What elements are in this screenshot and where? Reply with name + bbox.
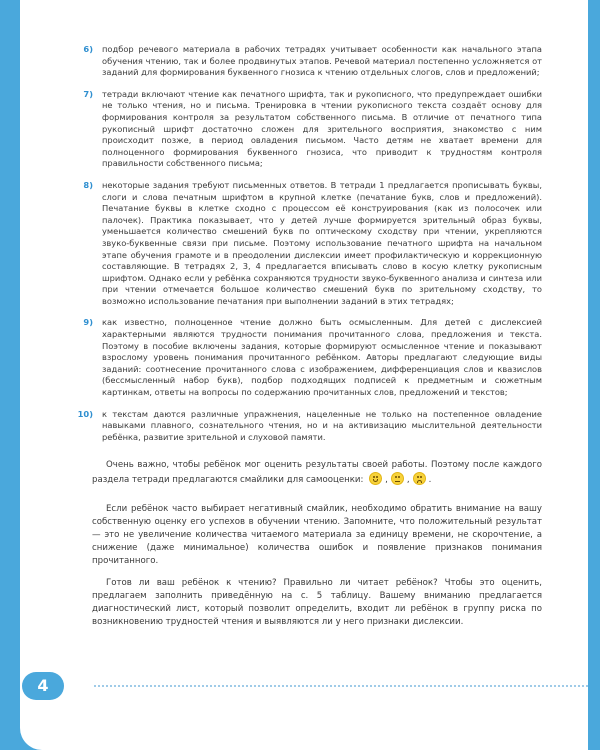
happy-smiley-icon bbox=[369, 472, 382, 485]
self-assessment-paragraph: Очень важно, чтобы ребёнок мог оценить результаты своей работы. Поэтому после каждого раздела тетради предлагаются смайлики для самооценки: , , . bbox=[92, 460, 542, 486]
list-item bbox=[83, 317, 542, 398]
list-number: 7) bbox=[83, 88, 93, 99]
list-number: 10) bbox=[77, 408, 93, 419]
list-item bbox=[77, 408, 542, 444]
list-item bbox=[83, 179, 542, 308]
self-assessment-text: Очень важно, чтобы ребёнок мог оценить результаты своей работы. Поэтому после каждого раздела тетради предлагаются смайлики для самооценки: bbox=[92, 460, 542, 486]
list-text: некоторые задания требуют письменных ответов. В тетради 1 предлагается прописывать буквы, слоги и слова печатным шрифтом в крупной клетке (печатание букв, слов и предложений). Печатание буквы в клетке сходно с процессом её конструирования (как из полосочек или палочек). Практика показывает, что у детей лучше формируется зрительный образ буквы, уменьшается количество смешений букв по оптическому сходству при чтении, укрепляются звуко-буквенные связи при письме. Поэтому использование печатного шрифта на начальном этапе обучения грамоте и в преодолении дислексии имеет профилактическую и коррекционную составляющие. В тетрадях 2, 3, 4 предлагается вписывать слово в косую клетку рукописным шрифтом. Однако если у ребёнка сохраняются трудности звуко-буквенного анализа и синтеза или при чтении отмечается большое количество смешений букв по зрительному сходству, то возможно использование печатания при выполнении заданий в этих тетрадях; bbox=[102, 179, 542, 306]
list-text: подбор речевого материала в рабочих тетрадях учитывает особенности как начального этапа обучения чтению, так и более продвинутых этапов. Речевой материал постепенно усложняется от заданий для формирования буквенного гнозиса к чтению отдельных слогов, слов и предложений; bbox=[102, 44, 542, 78]
list-text: тетради включают чтение как печатного шрифта, так и рукописного, что предупреждает ошибки не только чтения, но и письма. Тренировка в чтении рукописного текста создаёт основу для формирования контроля за результатом собственного письма. В отличие от печатного типа рукописный шрифт достаточно сложен для зрительного восприятия, знакомство с ним происходит позже, в период овладения письмом. Часто детям не хватает времени для полноценного формирования буквенного гнозиса, что приводит к трудностям контроля правильности собственного письма; bbox=[102, 88, 542, 169]
neutral-smiley-icon bbox=[391, 472, 404, 485]
diagnostic-paragraph: Готов ли ваш ребёнок к чтению? Правильно ли читает ребёнок? Чтобы это оценить, предлагаем заполнить приведённую на с. 5 таблицу. Вашему вниманию предлагается диагностический лист, который позволит определить, входит ли ребёнок в группу риска по возникновению трудностей чтения и выявляются ли у него признаки дислексии. bbox=[92, 578, 542, 628]
list-text: к текстам даются различные упражнения, нацеленные не только на постепенное овладение навыками плавного, сознательного чтения, но и на активизацию мыслительной деятельности ребёнка, развитие зрительной и слуховой памяти. bbox=[102, 408, 542, 442]
list-item bbox=[83, 88, 542, 170]
sad-smiley-icon bbox=[413, 472, 426, 485]
list-text: как известно, полноценное чтение должно быть осмысленным. Для детей с дислексией характерными являются трудности понимания прочитанного слова, предложения и текста. Поэтому в пособие включены задания, которые формируют осмысленное чтение и показывают взрослому уровень понимания прочитанного ребёнком. Авторы предлагают следующие виды заданий: соотнесение прочитанного слова с изображением, дифференциация слов и квазислов (бессмысленный набор букв), подбор подходящих подписей к предметным и сюжетным картинкам, ответы на вопросы по содержанию прочитанных слов, предложений и текстов; bbox=[102, 317, 542, 398]
page-sheet bbox=[20, 0, 588, 750]
list-number: 8) bbox=[83, 179, 93, 190]
page-number: 4 bbox=[22, 672, 64, 700]
list-number: 9) bbox=[83, 317, 93, 328]
main-content bbox=[77, 44, 542, 629]
list-number: 6) bbox=[83, 44, 93, 54]
footer-dotted-line bbox=[94, 685, 588, 687]
negative-smiley-paragraph: Если ребёнок часто выбирает негативный смайлик, необходимо обратить внимание на вашу собственную оценку его успехов в обучении чтению. Запомните, что положительный результат — это не увеличение количества читаемого материала за единицу времени, не скорочтение, а снижение (даже минимальное) количества ошибок и появление признаков понимания прочитанного. bbox=[92, 504, 542, 567]
list-item bbox=[83, 44, 542, 79]
